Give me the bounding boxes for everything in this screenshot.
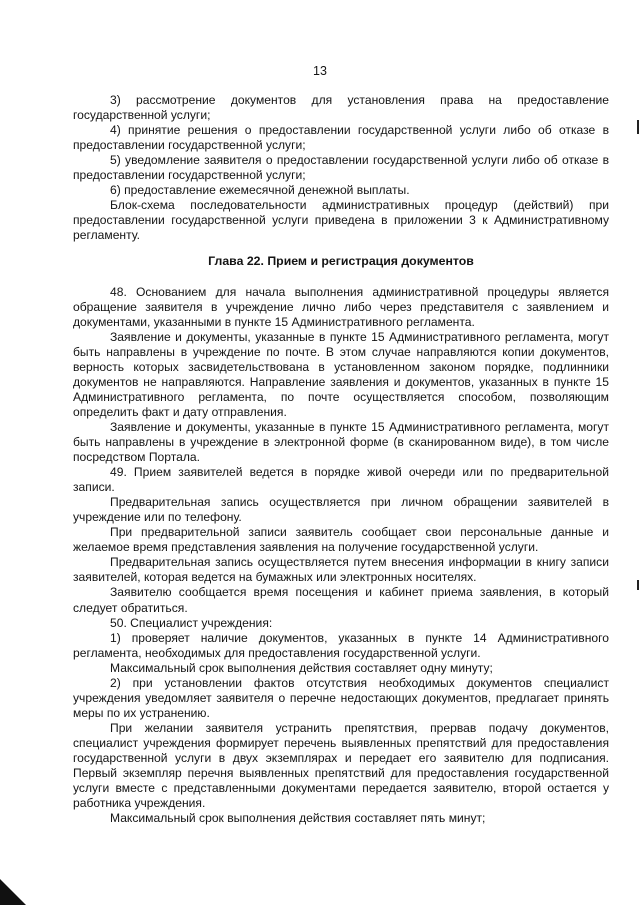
paragraph-mail: Заявление и документы, указанные в пункте 15 Административного регламента, могут быть направлены в учреждение по почте. В этом случае направляются копии документов, верность которых засвидетельствована в установленном законом порядке, подлинники документов не направляются. Направление заявления и документов, указанных в пункте 15 Административного регламента, по почте осуществляется способом, позволяющим определить факт и дату отправления. [73, 329, 609, 419]
paragraph-48: 48. Основанием для начала выполнения административной процедуры является обращение заявителя в учреждение лично либо через представителя с заявлением и документами, указанными в пункте 15 Административного регламента. [73, 284, 609, 329]
paragraph-registry-book: Предварительная запись осуществляется путем внесения информации в книгу записи заявителей, которая ведется на бумажных или электронных носителях. [73, 555, 609, 585]
paragraph-50: 50. Специалист учреждения: [110, 615, 273, 630]
list-item-6: 6) предоставление ежемесячной денежной выплаты. [110, 183, 410, 198]
paragraph-prereg: Предварительная запись осуществляется при личном обращении заявителей в учреждение или по телефону. [73, 495, 609, 525]
paragraph-electronic: Заявление и документы, указанные в пункте 15 Административного регламента, могут быть направлены в учреждение в электронной форме (в сканированном виде), в том числе посредством Портала. [73, 419, 609, 465]
scan-edge-mark-bottom [637, 580, 639, 590]
paragraph-49: 49. Прием заявителей ведется в порядке живой очереди или по предварительной записи. [73, 465, 609, 495]
paragraph-obstacles: При желании заявителя устранить препятствия, прервав подачу документов, специалист учреждения формирует перечень выявленных препятствий для предоставления государственной услуги в двух экземплярах и передает его заявителю для подписания. Первый экземпляр перечня выявленных препятствий для предоставления государственной услуги вместе с представленными документами передается заявителю, второй остается у работника учреждения. [73, 720, 609, 811]
list-item-3: 3) рассмотрение документов для установления права на предоставление государственной услуги; [73, 93, 609, 123]
paragraph-50-2: 2) при установлении фактов отсутствия необходимых документов специалист учреждения уведомляет заявителя о перечне недостающих документов, предлагает принять меры по их устранению. [73, 675, 609, 720]
scan-corner-shadow [0, 865, 40, 905]
scan-edge-mark-top [637, 120, 639, 134]
paragraph-50-1: 1) проверяет наличие документов, указанных в пункте 14 Административного регламента, необходимых для предоставления государственной услуги. [73, 630, 609, 660]
paragraph-visit-time: Заявителю сообщается время посещения и кабинет приема заявления, в который следует обратиться. [73, 585, 609, 615]
list-item-4: 4) принятие решения о предоставлении государственной услуги либо об отказе в предоставлении государственной услуги; [73, 123, 609, 153]
document-body [73, 93, 609, 826]
chapter-heading: Глава 22. Прием и регистрация документов [208, 254, 474, 269]
block-scheme-paragraph: Блок-схема последовательности административных процедур (действий) при предоставлении государственной услуги приведена в приложении 3 к Административному регламенту. [73, 198, 609, 243]
paragraph-max-time-1: Максимальный срок выполнения действия составляет одну минуту; [110, 660, 493, 675]
page-number: 13 [313, 64, 327, 78]
paragraph-max-time-5: Максимальный срок выполнения действия составляет пять минут; [110, 811, 486, 826]
paragraph-personal-data: При предварительной записи заявитель сообщает свои персональные данные и желаемое время представления заявления на получение государственной услуги. [73, 525, 609, 555]
list-item-5: 5) уведомление заявителя о предоставлении государственной услуги либо об отказе в предоставлении государственной услуги; [73, 153, 609, 183]
